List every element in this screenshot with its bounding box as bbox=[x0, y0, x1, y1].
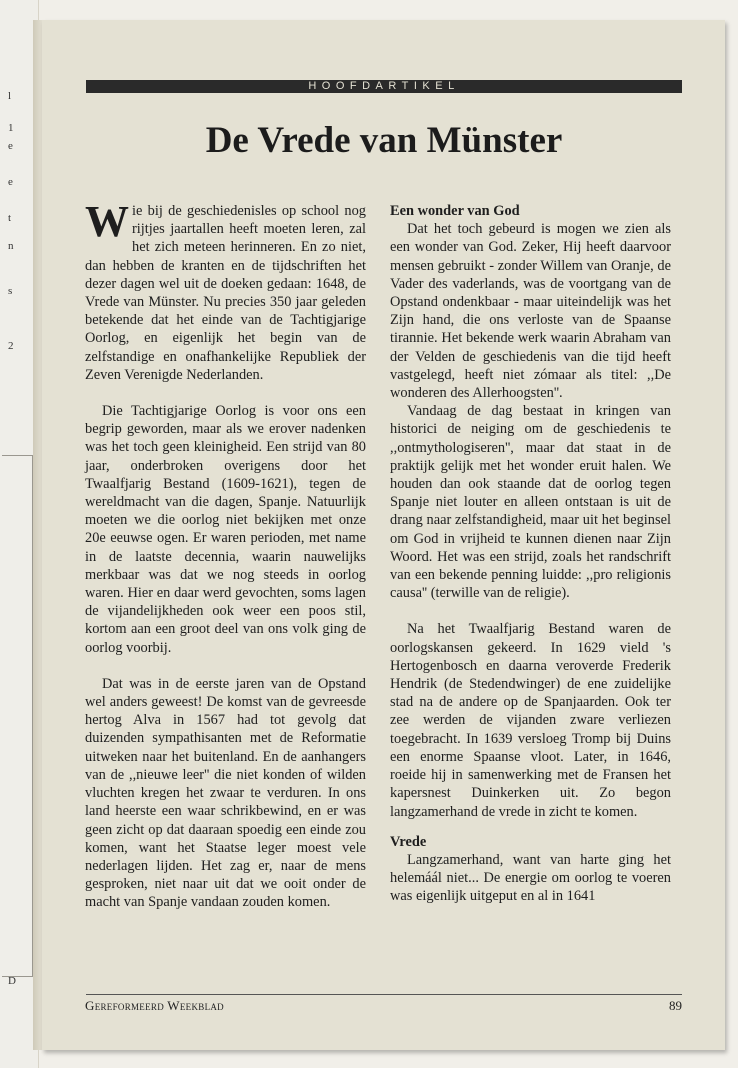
margin-fragment: e bbox=[8, 140, 13, 152]
margin-fragment: 2 bbox=[8, 340, 14, 352]
page-number: 89 bbox=[669, 998, 682, 1013]
body-paragraph: Langzamerhand, want van harte ging het helemáál niet... De energie om oorlog te voeren was eigenlijk uitgeput en al in 1641 bbox=[390, 851, 671, 905]
body-paragraph: Vandaag de dag bestaat in kringen van historici de neiging om de geschiedenis te ,,ontmythologiseren'', maar dat staat in de praktijk gelijk met het wonder eruit halen. We houden dan ook staande dat de oorlog tegen Spanje niet louter en alleen ontstaan is uit de drang naar zelfstandigheid, maar uit het beginsel om God in vrijheid te kunnen dienen naar Zijn Woord. Het was een strijd, zoals het randschrift van een bekende penning luidde: ,,pro religionis causa'' (terwille van de religie). bbox=[390, 403, 671, 602]
margin-fragment: D bbox=[8, 975, 16, 987]
margin-fragment: 1 bbox=[8, 122, 14, 134]
text-column-left bbox=[85, 197, 366, 912]
previous-page-box bbox=[2, 455, 33, 977]
lead-text: ie bij de geschiedenisles op school nog rijtjes jaartallen heeft moeten leren, zal het zich meteen herinneren. En zo niet, dan hebben de kranten en de tijdschriften het dezer dagen wel uit de doeken gedaan: 1648, de Vrede van Münster. Nu precies 350 jaar geleden betekende dat het einde van de Tachtigjarige Oorlog, en eigenlijk het begin van de zelfstandige en onafhankelijke Republiek der Zeven Verenigde Nederlanden. bbox=[85, 203, 366, 383]
margin-fragment: l bbox=[8, 90, 12, 102]
margin-fragment: e bbox=[8, 176, 13, 188]
article-title: De Vrede van Münster bbox=[205, 120, 563, 161]
body-paragraph: Dat was in de eerste jaren van de Opstand wel anders geweest! De komst van de gevreesde hertog Alva in 1567 had tot gevolg dat duizenden sympathisanten met de Reformatie uitweken naar het buitenland. En de aanhangers van de ,,nieuwe leer'' die niet konden of wilden vluchten kregen het zwaar te verduren. In ons land heerste een waar schrikbewind, en er was geen zicht op dat daaraan spoedig een einde zou komen, want het Staatse leger moest vele nederlagen lijden. Het zag er, naar de mens gesproken, niet naar uit dat we ooit onder de macht van Spanje vandaan zouden komen. bbox=[85, 675, 366, 911]
subheading: Vrede bbox=[390, 833, 427, 850]
body-paragraph: Na het Twaalfjarig Bestand waren de oorlogskansen gekeerd. In 1629 vield 's Hertogenbosch en daarna veroverde Frederik Hendrik (de Stedendwinger) de ene zuidelijke stad na de andere op de Spanjaarden. Ook ter zee werden de vijanden zware verliezen toegebracht. In 1639 versloeg Tromp bij Duins een enorme Spaanse vloot. Later, in 1646, roeide hij in samenwerking met de Fransen het kapersnest Duinkerken uit. Zo begon langzamerhand de vrede in zicht te komen. bbox=[390, 621, 671, 820]
text-column-right bbox=[390, 202, 671, 906]
margin-fragment: t bbox=[8, 212, 12, 224]
margin-fragment: s bbox=[8, 285, 13, 297]
magazine-page bbox=[42, 20, 725, 1050]
body-paragraph: Dat het toch gebeurd is mogen we zien als een wonder van God. Zeker, Hij heeft daarvoor mensen gebruikt - zonder Willem van Oranje, de Vader des vaderlands, was de voortgang van de Opstand ondenkbaar - maar uiteindelijk was het Zijn hand, die ons verloste van de Spaanse tirannie. Het bekende werk waarin Abraham van der Velden de geschiedenis van die tijd heeft vastgelegd, heeft niet zómaar als titel: ,,De wonderen des Allerhoogsten''. bbox=[390, 221, 671, 402]
publication-name: Gereformeerd Weekblad bbox=[85, 998, 224, 1013]
footer-rule bbox=[86, 994, 682, 995]
lead-paragraph bbox=[85, 197, 366, 384]
body-paragraph: Die Tachtigjarige Oorlog is voor ons een begrip geworden, maar als we erover nadenken was het toch geen kleinigheid. Een strijd van 80 jaar, onderbroken overigens door het Twaalfjarig Bestand (1609-1621), tegen de wereldmacht van die dagen, Spanje. Natuurlijk moeten we die oorlog niet bekijken met onze 20e eeuwse ogen. Er waren perioden, met name in de laatste decennia, waarin nauwelijks merkbaar was dat we nog steeds in oorlog waren. Hier en daar werd gevochten, soms lagen de vijandelijkheden ook weer een poos stil, kortom aan een groot deel van ons volk ging de oorlog voorbij. bbox=[85, 403, 366, 656]
section-banner: HOOFDARTIKEL bbox=[86, 80, 682, 93]
drop-cap: W bbox=[85, 197, 129, 246]
subheading: Een wonder van God bbox=[390, 203, 520, 219]
margin-fragment: n bbox=[8, 240, 14, 252]
